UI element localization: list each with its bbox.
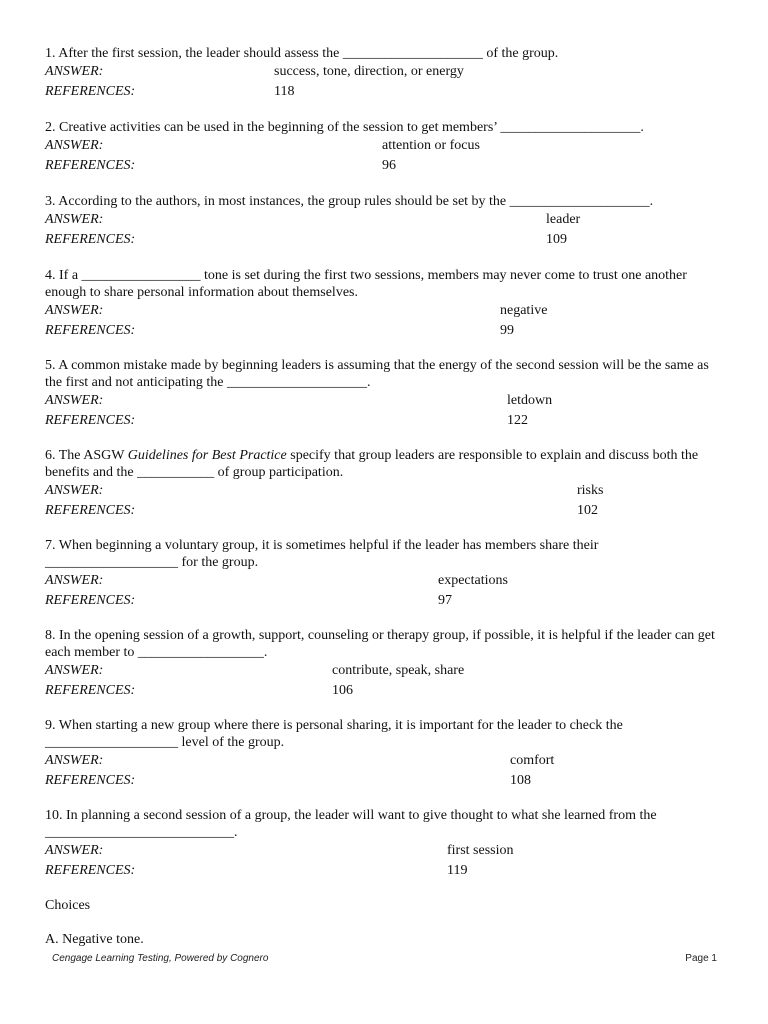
references-row [45, 771, 725, 791]
references-value: 109 [546, 232, 567, 247]
answer-value: negative [500, 303, 548, 318]
references-label: REFERENCES: [45, 413, 136, 428]
question-text: 3. According to the authors, in most instances, the group rules should be set by the ____________________. [45, 194, 654, 209]
answer-row [45, 751, 725, 771]
answer-row [45, 841, 725, 861]
question-text: 4. If a _________________ tone is set during the first two sessions, members may never come to trust one another enough to share personal information about themselves. [45, 268, 687, 300]
references-row [45, 591, 725, 611]
question-text [45, 447, 725, 481]
answer-row [45, 301, 725, 321]
references-label: REFERENCES: [45, 503, 136, 518]
answer-value: first session [447, 843, 514, 858]
question-6 [45, 447, 725, 521]
references-row [45, 411, 725, 431]
references-label: REFERENCES: [45, 863, 136, 878]
references-label: REFERENCES: [45, 84, 136, 99]
answer-value: expectations [438, 573, 508, 588]
answer-row [45, 661, 725, 681]
answer-row [45, 481, 725, 501]
references-label: REFERENCES: [45, 683, 136, 698]
answer-row [45, 391, 725, 411]
answer-value: success, tone, direction, or energy [274, 64, 464, 79]
references-row [45, 230, 725, 250]
answer-label: ANSWER: [45, 843, 104, 858]
references-value: 122 [507, 413, 528, 428]
answer-row [45, 571, 725, 591]
answer-value: letdown [507, 393, 553, 408]
answer-label: ANSWER: [45, 138, 104, 153]
answer-label: ANSWER: [45, 64, 104, 79]
question-7 [45, 537, 725, 611]
references-value: 99 [500, 323, 514, 338]
references-label: REFERENCES: [45, 773, 136, 788]
page-number: Page 1 [685, 953, 717, 964]
references-value: 106 [332, 683, 353, 698]
references-value: 96 [382, 158, 396, 173]
question-8 [45, 627, 725, 701]
question-text-start: 6. The ASGW [45, 448, 128, 463]
references-label: REFERENCES: [45, 158, 136, 173]
question-9 [45, 717, 725, 791]
question-text-title: Guidelines for Best Practice [127, 448, 287, 463]
answer-row [45, 62, 725, 82]
references-value: 119 [447, 863, 468, 878]
references-row [45, 156, 725, 176]
choices-heading: Choices [45, 898, 91, 913]
references-row [45, 82, 725, 102]
question-1 [45, 45, 725, 102]
answer-value: contribute, speak, share [332, 663, 465, 678]
answer-label: ANSWER: [45, 303, 104, 318]
references-row [45, 681, 725, 701]
question-text: 7. When beginning a voluntary group, it is sometimes helpful if the leader has members share their ___________________ for the group. [45, 538, 599, 570]
answer-value: attention or focus [382, 138, 480, 153]
answer-row [45, 136, 725, 156]
references-value: 108 [510, 773, 531, 788]
question-5 [45, 357, 725, 431]
question-2 [45, 119, 725, 176]
references-row [45, 861, 725, 881]
answer-value: leader [546, 212, 581, 227]
references-value: 102 [577, 503, 598, 518]
references-label: REFERENCES: [45, 323, 136, 338]
question-text: 9. When starting a new group where there is personal sharing, it is important for the leader to check the ___________________ level of the group. [45, 718, 623, 750]
references-value: 118 [274, 84, 295, 99]
footer-publisher: Cengage Learning Testing, Powered by Cognero [52, 953, 269, 964]
answer-value: comfort [510, 753, 555, 768]
answer-row [45, 210, 725, 230]
answer-label: ANSWER: [45, 483, 104, 498]
answer-label: ANSWER: [45, 573, 104, 588]
references-label: REFERENCES: [45, 232, 136, 247]
question-text: 10. In planning a second session of a group, the leader will want to give thought to what she learned from the ___________________________. [45, 808, 657, 840]
answer-value: risks [577, 483, 604, 498]
question-10 [45, 807, 725, 881]
references-row [45, 321, 725, 341]
choice-item: A. Negative tone. [45, 932, 144, 947]
references-label: REFERENCES: [45, 593, 136, 608]
question-3 [45, 193, 725, 250]
question-text: 8. In the opening session of a growth, support, counseling or therapy group, if possible, it is helpful if the leader can get each member to __________________. [45, 628, 715, 660]
question-text: 2. Creative activities can be used in the beginning of the session to get members’ ____________________. [45, 120, 644, 135]
question-text: 1. After the first session, the leader should assess the ____________________ of the group. [45, 46, 559, 61]
question-text-end: specify that group leaders are responsible to explain and discuss both the benefits and the ___________ of group participation. [45, 448, 699, 480]
question-text: 5. A common mistake made by beginning leaders is assuming that the energy of the second session will be the same as the first and not anticipating the ____________________. [45, 358, 709, 390]
references-row [45, 501, 725, 521]
answer-label: ANSWER: [45, 663, 104, 678]
answer-label: ANSWER: [45, 212, 104, 227]
question-4 [45, 267, 725, 341]
references-value: 97 [438, 593, 452, 608]
answer-label: ANSWER: [45, 753, 104, 768]
answer-label: ANSWER: [45, 393, 104, 408]
